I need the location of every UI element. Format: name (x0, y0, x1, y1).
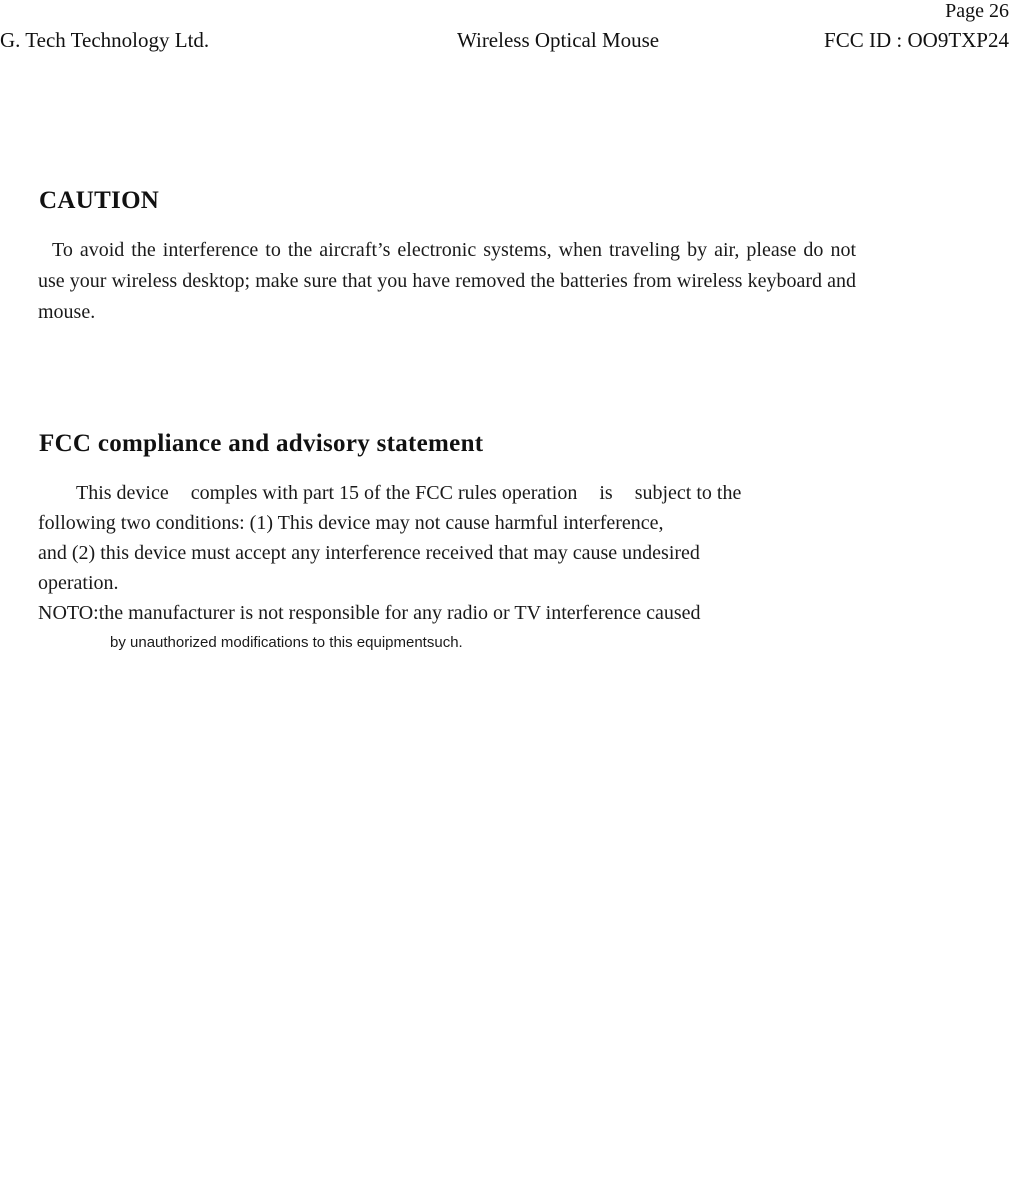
product-name: Wireless Optical Mouse (457, 28, 660, 52)
page-number-value: 26 (989, 0, 1009, 22)
fcc-note-line: NOTO:the manufacturer is not responsible for any radio or TV interference caused (38, 602, 701, 624)
fcc-statement-line-1 (76, 478, 741, 508)
caution-paragraph: To avoid the interference to the aircraft’s electronic systems, when traveling by air, please do not use your wireless desktop; make sure that you have removed the batteries from wireless keyboard and mouse. (38, 239, 856, 323)
fcc-line-1-part-4: subject to the (634, 482, 742, 504)
fcc-statement-line-3: and (2) this device must accept any interference received that may cause undesired (38, 542, 700, 564)
fcc-statement-line-2: following two conditions: (1) This device may not cause harmful interference, (38, 512, 664, 534)
caution-heading: CAUTION (39, 187, 160, 214)
page-number (945, 0, 1009, 23)
fcc-line-1-part-1: This device (76, 482, 169, 504)
fcc-line-1-part-3: is (599, 482, 613, 504)
fcc-id: FCC ID : OO9TXP24 (824, 28, 1009, 52)
fcc-line-1-part-2: comples with part 15 of the FCC rules operation (190, 482, 578, 504)
fcc-statement-line-4: operation. (38, 572, 119, 594)
company-name: G. Tech Technology Ltd. (0, 28, 210, 52)
fcc-heading: FCC compliance and advisory statement (39, 430, 484, 457)
fcc-note-continuation: by unauthorized modifications to this equipmentsuch. (110, 634, 463, 651)
page-label: Page (945, 0, 984, 22)
